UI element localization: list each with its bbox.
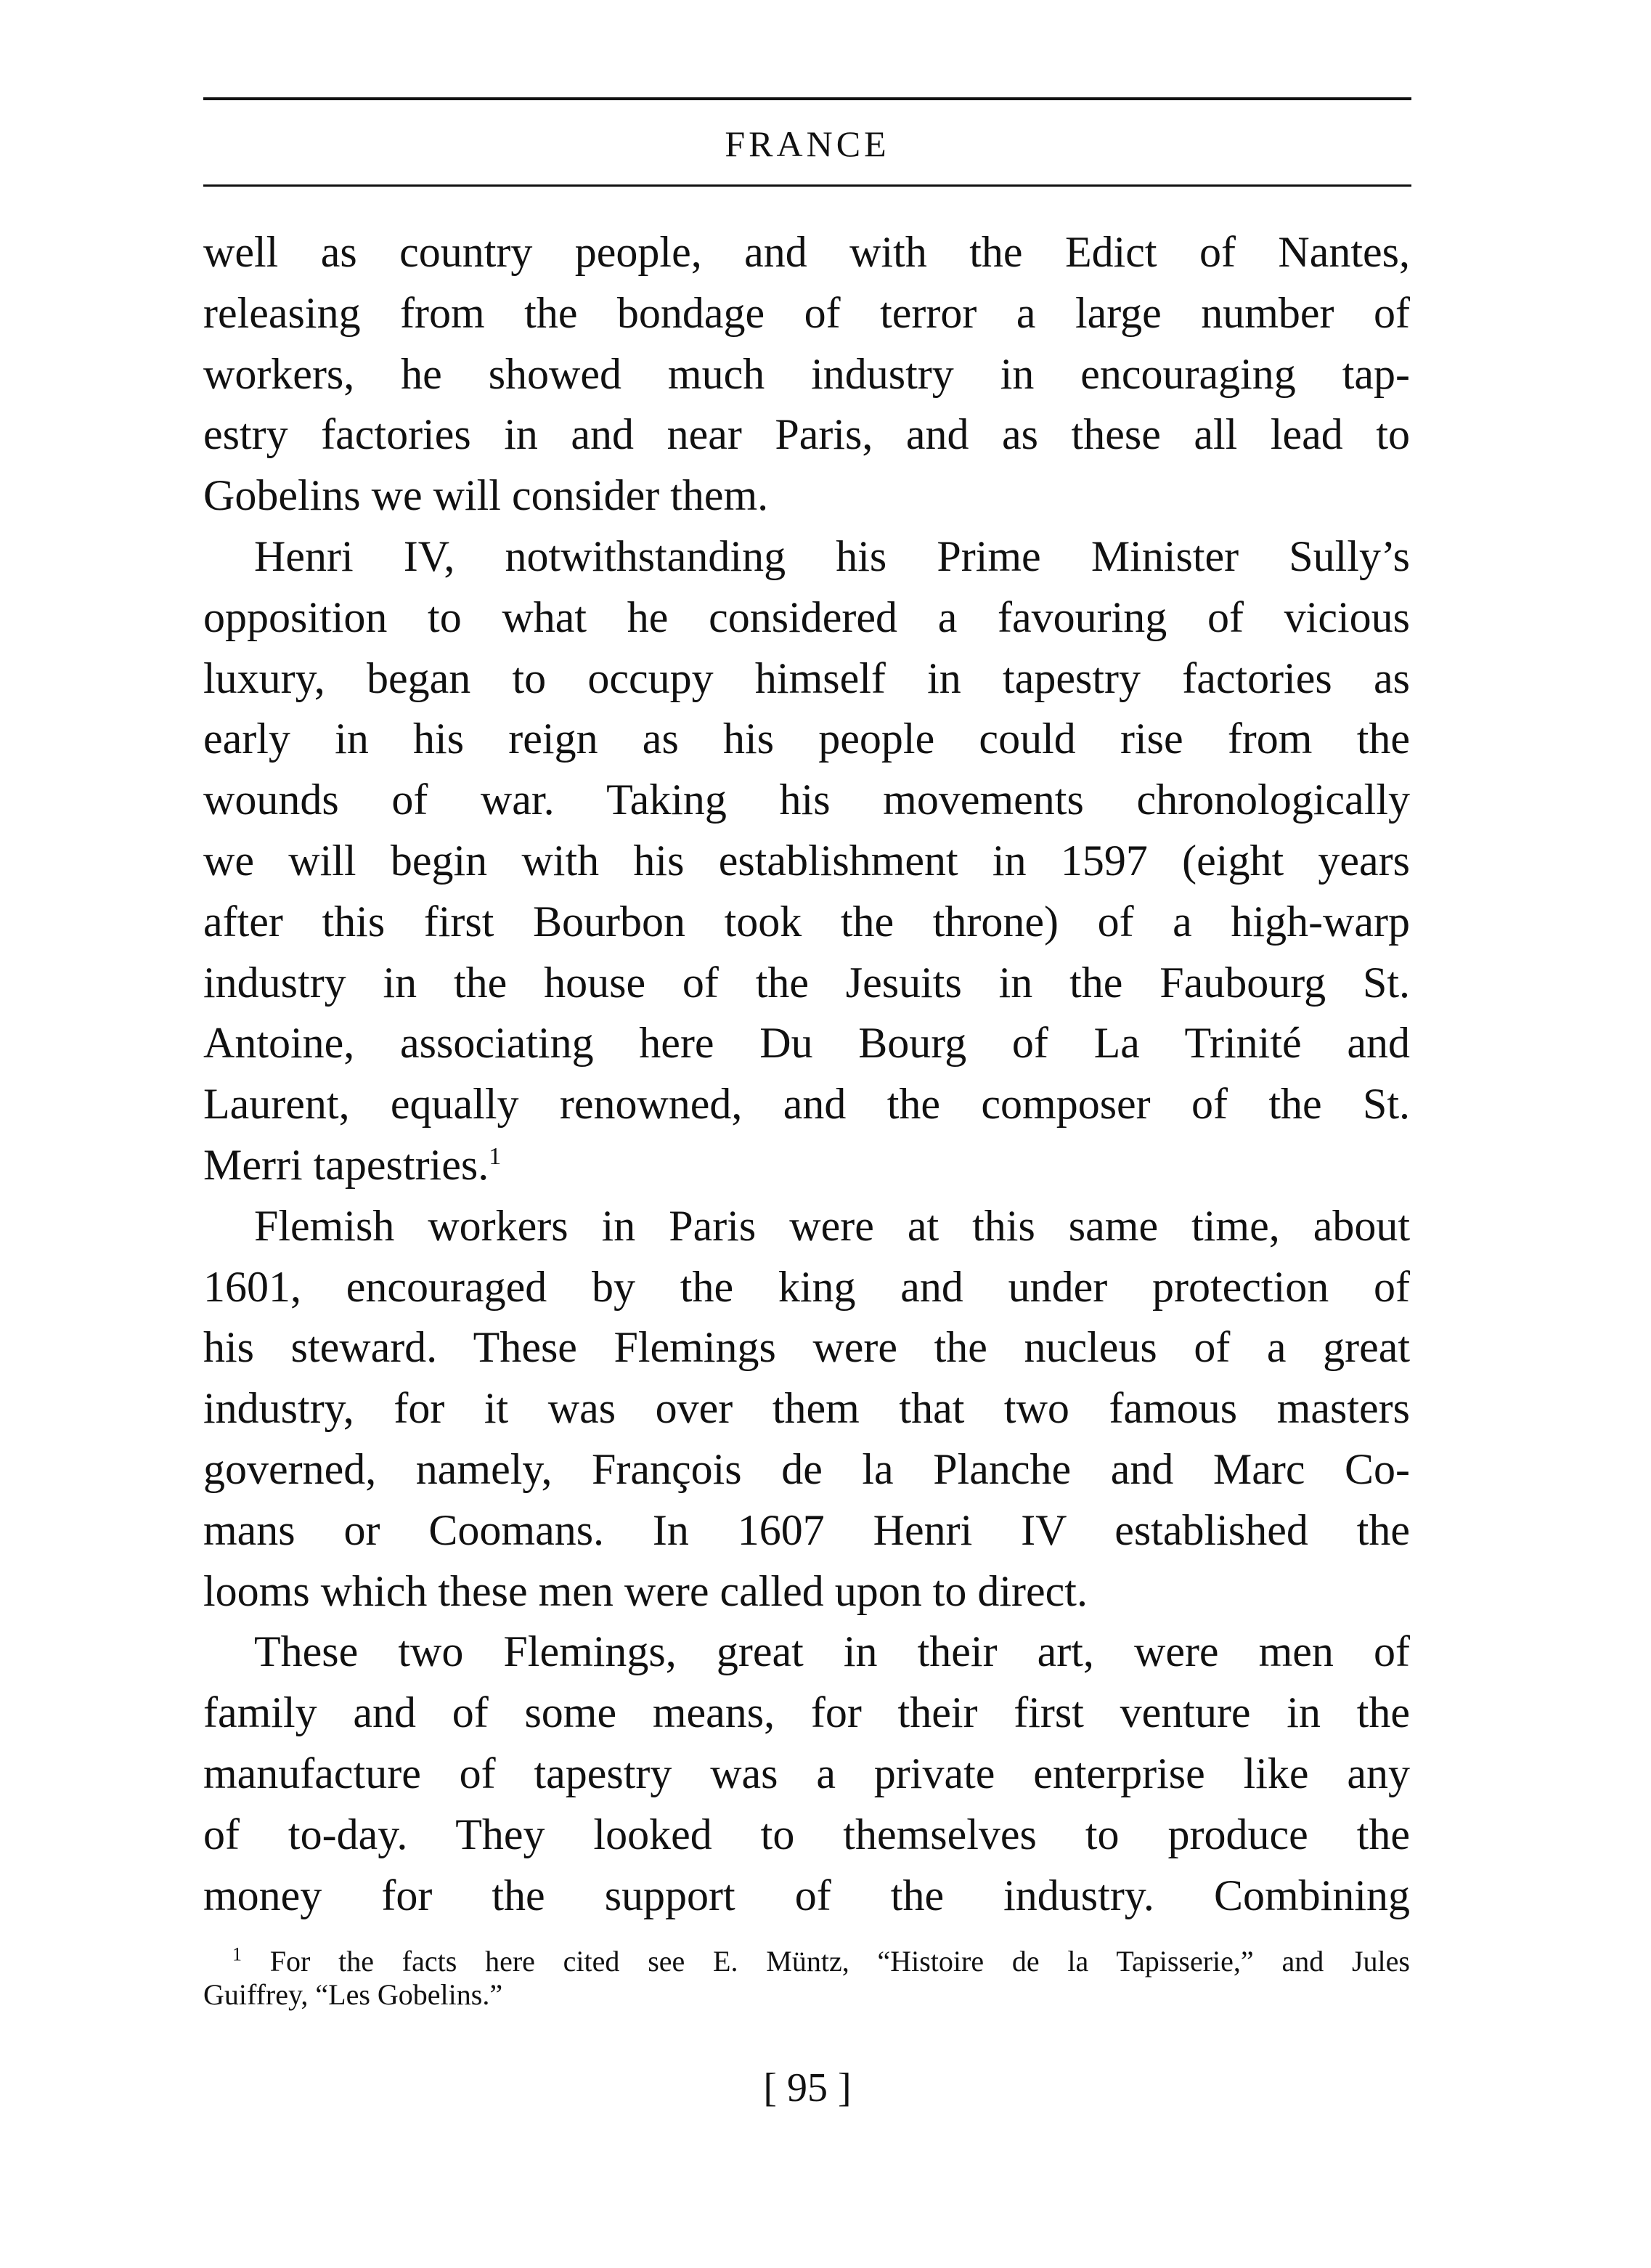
line-text: of to-day. They looked to themselves to produce the — [203, 1810, 1410, 1858]
line-text: industry, for it was over them that two famous masters — [203, 1384, 1410, 1433]
line-text: looms which these men were called upon to direct. — [203, 1566, 1088, 1615]
line-text: Henri IV, notwithstanding his Prime Minister Sully’s — [254, 532, 1410, 580]
header-rule-top — [203, 97, 1411, 100]
line-text: Laurent, equally renowned, and the composer of the St. — [203, 1080, 1410, 1129]
line-text: luxury, began to occupy himself in tapestry factories as — [203, 654, 1410, 702]
text-line — [203, 1805, 1410, 1866]
line-text: Merri tapestries. — [203, 1140, 489, 1189]
text-line — [203, 222, 1410, 283]
line-text: workers, he showed much industry in encouraging tap- — [203, 349, 1410, 398]
line-text: Gobelins we will consider them. — [203, 471, 769, 520]
line-text: his steward. These Flemings were the nucleus of a great — [203, 1323, 1410, 1372]
running-head: FRANCE — [725, 123, 890, 164]
footnote-reference: 1 — [489, 1142, 502, 1170]
line-text: money for the support of the industry. Combining — [203, 1871, 1410, 1919]
footnote-text: For the facts here cited see E. Müntz, “Histoire de la Tapisserie,” and Jules — [269, 1945, 1410, 1978]
line-text: opposition to what he considered a favouring of vicious — [203, 593, 1410, 641]
text-line — [203, 1561, 1410, 1622]
line-text: family and of some means, for their first venture in the — [203, 1688, 1410, 1737]
text-line — [203, 1500, 1410, 1561]
text-line — [203, 405, 1410, 466]
text-line — [203, 831, 1410, 892]
text-line — [203, 527, 1410, 588]
text-line — [203, 1257, 1410, 1318]
text-line — [203, 1196, 1410, 1257]
text-line — [203, 344, 1410, 405]
line-text: we will begin with his establishment in 1597 (eight years — [203, 836, 1410, 885]
line-text: Antoine, associating here Du Bourg of La Trinité and — [203, 1019, 1410, 1068]
text-line — [203, 1683, 1410, 1744]
line-text: mans or Coomans. In 1607 Henri IV established the — [203, 1505, 1410, 1554]
text-line — [203, 1866, 1410, 1927]
line-text: industry in the house of the Jesuits in the Faubourg St. — [203, 958, 1410, 1007]
line-text: governed, namely, François de la Planche and Marc Co- — [203, 1444, 1410, 1493]
paragraph — [203, 1196, 1410, 1622]
text-line — [203, 770, 1410, 831]
paragraph — [203, 1622, 1410, 1926]
text-line — [203, 649, 1410, 710]
body-text — [203, 222, 1410, 1926]
line-text: releasing from the bondage of terror a large number of — [203, 288, 1410, 337]
text-line — [203, 1744, 1410, 1805]
footnote-marker: 1 — [232, 1943, 242, 1965]
footnote-line: Guiffrey, “Les Gobelins.” — [203, 1978, 503, 2011]
line-text: estry factories in and near Paris, and as these all lead to — [203, 410, 1410, 459]
text-line — [203, 1013, 1410, 1074]
line-text: 1601, encouraged by the king and under protection of — [203, 1262, 1410, 1311]
line-text: after this first Bourbon took the throne) of a high-warp — [203, 897, 1410, 946]
text-line — [203, 1074, 1410, 1135]
line-text: manufacture of tapestry was a private enterprise like any — [203, 1749, 1410, 1797]
line-text: Flemish workers in Paris were at this same time, about — [254, 1201, 1410, 1250]
line-text: These two Flemings, great in their art, were men of — [254, 1627, 1410, 1676]
text-line — [203, 466, 1410, 527]
paragraph — [203, 222, 1410, 527]
paragraph — [203, 527, 1410, 1196]
text-line — [203, 1378, 1410, 1439]
line-text: wounds of war. Taking his movements chronologically — [203, 776, 1410, 824]
text-line — [203, 1135, 1410, 1196]
header-rule-bottom — [203, 184, 1411, 187]
footnote — [203, 1945, 1410, 2012]
text-line — [203, 588, 1410, 649]
text-line — [203, 1439, 1410, 1500]
text-line — [203, 953, 1410, 1014]
text-line — [203, 1317, 1410, 1378]
text-line — [203, 283, 1410, 344]
text-line — [203, 1622, 1410, 1683]
text-line — [203, 709, 1410, 770]
page-number: [ 95 ] — [763, 2065, 852, 2110]
text-line — [203, 892, 1410, 953]
footnote-line — [203, 1945, 1410, 1978]
line-text: well as country people, and with the Edict of Nantes, — [203, 228, 1410, 276]
line-text: early in his reign as his people could rise from the — [203, 715, 1410, 763]
